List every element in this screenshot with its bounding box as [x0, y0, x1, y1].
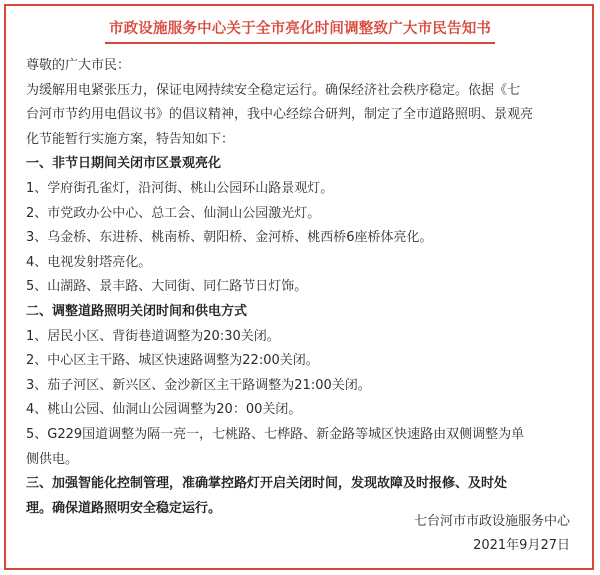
- list-item: 4、桃山公园、仙洞山公园调整为20：00关闭。: [26, 402, 302, 418]
- section-heading: 理。确保道路照明安全稳定运行。: [26, 500, 222, 516]
- signature-org: 七台河市市政设施服务中心: [413, 514, 570, 529]
- list-item: 1、居民小区、背街巷道调整为20:30关闭。: [26, 328, 280, 344]
- section-heading: 三、加强智能化控制管理，准确掌控路灯开启关闭时间，发现故障及时报修、及时处: [26, 476, 508, 492]
- list-item: 2、市党政办公中心、总工会、仙洞山公园激光灯。: [26, 205, 321, 221]
- section-heading: 二、调整道路照明关闭时间和供电方式: [26, 303, 248, 319]
- list-item: 4、电视发射塔亮化。: [26, 254, 152, 270]
- list-item: 3、乌金桥、东进桥、桃南桥、朝阳桥、金河桥、桃西桥6座桥体亮化。: [26, 230, 433, 246]
- intro-line: 化节能暂行实施方案，特告知如下：: [26, 131, 235, 147]
- document-body: [26, 54, 578, 521]
- list-item: 5、山湖路、景丰路、大同街、同仁路节日灯饰。: [26, 279, 308, 295]
- list-item: 3、茄子河区、新兴区、金沙新区主干路调整为21:00关闭。: [26, 377, 371, 393]
- list-item: 侧供电。: [26, 451, 79, 467]
- list-item: 5、G229国道调整为隔一亮一，七桃路、七桦路、新金路等城区快速路由双侧调整为单: [26, 426, 525, 442]
- list-item: 2、中心区主干路、城区快速路调整为22:00关闭。: [26, 353, 319, 369]
- signature-block: [414, 510, 570, 558]
- signature-date: 2021年9月27日: [473, 538, 570, 553]
- list-item: 1、学府街孔雀灯，沿河街、桃山公园环山路景观灯。: [26, 180, 334, 196]
- title-container: [0, 18, 600, 44]
- section-heading: 一、非节日期间关闭市区景观亮化: [26, 156, 222, 172]
- intro-line: 台河市节约用电倡议书》的倡议精神，我中心经综合研判，制定了全市道路照明、景观亮: [26, 107, 534, 123]
- document-title: 市政设施服务中心关于全市亮化时间调整致广大市民告知书: [105, 19, 495, 44]
- intro-line: 为缓解用电紧张压力，保证电网持续安全稳定运行。确保经济社会秩序稳定。依据《七: [26, 82, 521, 98]
- salutation: 尊敬的广大市民：: [26, 58, 131, 73]
